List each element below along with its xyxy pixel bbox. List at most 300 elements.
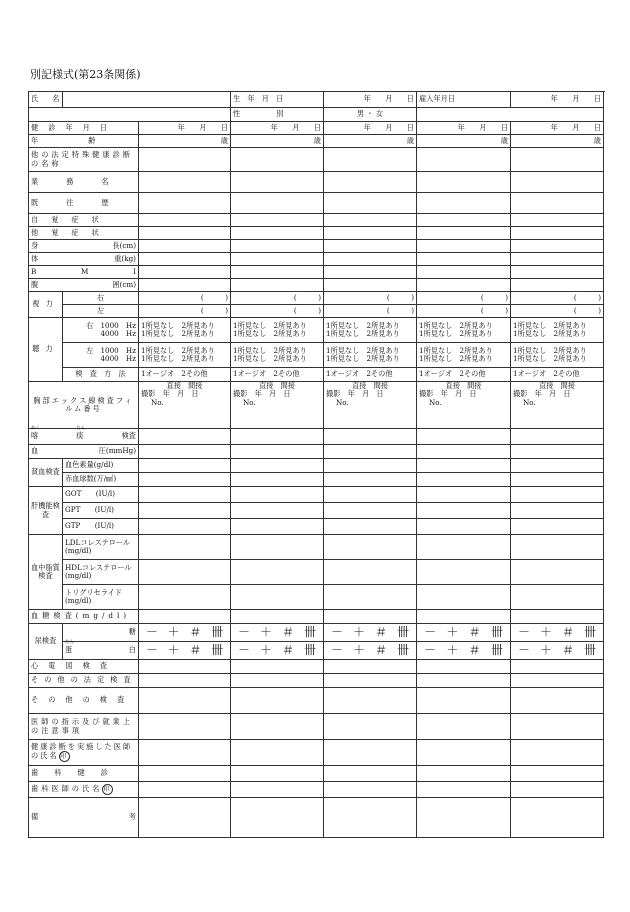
- form-row: [29, 740, 604, 766]
- other-exam-cell[interactable]: [231, 688, 324, 714]
- other-legal-cell[interactable]: [231, 674, 324, 688]
- bp-cell[interactable]: [511, 445, 604, 459]
- tg-cell[interactable]: [417, 585, 511, 610]
- xray-direct-indirect: 直接 間接: [539, 381, 575, 390]
- vision-left-cell[interactable]: [324, 305, 417, 318]
- doctor-instruction-cell[interactable]: [511, 714, 604, 740]
- bmi-cell[interactable]: [324, 266, 417, 279]
- blank-cell: [417, 108, 604, 122]
- weight-cell[interactable]: [511, 253, 604, 266]
- exam-date-cell[interactable]: [139, 122, 231, 135]
- urine-symbol: ＃: [189, 624, 202, 639]
- bmi-cell[interactable]: [417, 266, 511, 279]
- age-cell[interactable]: [324, 135, 417, 148]
- method-options: 1オージオ 2その他: [233, 369, 300, 379]
- got-cell[interactable]: [231, 487, 324, 503]
- dentist-name-cell[interactable]: [231, 782, 324, 798]
- urine-symbol: －: [237, 624, 250, 639]
- dental-cell[interactable]: [417, 766, 511, 782]
- symptom-cell[interactable]: [231, 214, 324, 227]
- waist-cell[interactable]: [511, 279, 604, 292]
- special-exam-cell[interactable]: [511, 148, 604, 172]
- age-cell[interactable]: [139, 135, 231, 148]
- height-cell[interactable]: [417, 240, 511, 253]
- urine-result-options: [513, 626, 601, 640]
- sex-field[interactable]: [324, 108, 417, 122]
- form-row: [29, 240, 604, 253]
- hemoglobin-cell[interactable]: [511, 459, 604, 473]
- height-cell[interactable]: [324, 240, 417, 253]
- glucose-cell[interactable]: [417, 610, 511, 624]
- urine-symbol: 卌: [211, 624, 224, 639]
- form-row: [29, 135, 604, 148]
- form-row: [29, 660, 604, 674]
- xray-shot-date: 撮影 年 月 日: [513, 389, 571, 399]
- hearing-right-cell[interactable]: [139, 318, 231, 343]
- dental-cell[interactable]: [511, 766, 604, 782]
- urine-label: 尿検査: [29, 624, 63, 660]
- got-cell[interactable]: [324, 487, 417, 503]
- dentist-name-cell[interactable]: [324, 782, 417, 798]
- height-label-a: 身: [31, 240, 39, 250]
- birth-date-placeholder: 年 月 日: [363, 94, 414, 104]
- hearing-left-cell[interactable]: [139, 343, 231, 368]
- urine-result-options: [141, 626, 228, 640]
- vision-right-cell[interactable]: [139, 292, 231, 305]
- gpt-cell[interactable]: [417, 503, 511, 519]
- occupation-cell[interactable]: [324, 172, 417, 193]
- exam-date-cell[interactable]: [324, 122, 417, 135]
- hdl-cell[interactable]: [511, 560, 604, 585]
- ldl-label: LDLコレステロール (mg/dl): [63, 535, 139, 560]
- finding-options: 1所見なし 2所見あり: [141, 345, 215, 355]
- protein-label: [63, 642, 139, 660]
- doctor-instruction-cell[interactable]: [324, 714, 417, 740]
- urine-symbol: －: [145, 624, 158, 639]
- urine-result-options: [513, 644, 601, 658]
- occupation-cell[interactable]: [511, 172, 604, 193]
- glucose-cell[interactable]: [231, 610, 324, 624]
- dental-cell[interactable]: [231, 766, 324, 782]
- vision-paren: ( ): [480, 305, 508, 315]
- form-row: [29, 503, 604, 519]
- hemoglobin-cell[interactable]: [139, 459, 231, 473]
- age-cell[interactable]: [417, 135, 511, 148]
- tg-cell[interactable]: [324, 585, 417, 610]
- vision-left-cell[interactable]: [511, 305, 604, 318]
- hdl-cell[interactable]: [231, 560, 324, 585]
- symptom-cell[interactable]: [324, 214, 417, 227]
- ecg-cell[interactable]: [231, 660, 324, 674]
- remarks-label: [29, 798, 139, 838]
- exam-date-placeholder: 年 月 日: [270, 122, 321, 132]
- xray-cell[interactable]: [417, 382, 511, 429]
- vision-paren: ( ): [573, 292, 601, 302]
- xray-cell[interactable]: [324, 382, 417, 429]
- glucose-cell[interactable]: [139, 610, 231, 624]
- ldl-cell[interactable]: [324, 535, 417, 560]
- xray-shot-date: 撮影 年 月 日: [326, 389, 384, 399]
- rbc-cell[interactable]: [139, 473, 231, 487]
- form-row: [29, 487, 604, 503]
- symptom-cell[interactable]: [324, 227, 417, 240]
- hearing-left-label-4000: 4000 Hz: [100, 354, 136, 363]
- urine-symbol: ＋: [259, 624, 272, 639]
- got-cell[interactable]: [139, 487, 231, 503]
- form-row: [29, 382, 604, 429]
- other-legal-cell[interactable]: [139, 674, 231, 688]
- got-cell[interactable]: [511, 487, 604, 503]
- symptom-cell[interactable]: [231, 227, 324, 240]
- xray-direct-indirect: 直接 間接: [166, 381, 203, 390]
- sputum-cell[interactable]: [324, 429, 417, 445]
- urine-symbol: －: [424, 642, 437, 657]
- form-row: [29, 266, 604, 279]
- bmi-cell[interactable]: [231, 266, 324, 279]
- height-label-b: 長(cm): [112, 240, 136, 250]
- form-row: [29, 429, 604, 445]
- waist-cell[interactable]: [231, 279, 324, 292]
- bp-label-b: 圧(mmHg): [98, 446, 136, 456]
- vision-left-cell[interactable]: [139, 305, 231, 318]
- other-exam-cell[interactable]: [324, 688, 417, 714]
- urine-symbol: 卌: [303, 642, 316, 657]
- finding-options: 1所見なし 2所見あり: [513, 329, 587, 338]
- dentist-name-cell[interactable]: [511, 782, 604, 798]
- symptom-cell[interactable]: [417, 214, 511, 227]
- doctor-name-cell[interactable]: [139, 740, 231, 766]
- sputum-cell[interactable]: [511, 429, 604, 445]
- finding-options: 1所見なし 2所見あり: [326, 320, 400, 330]
- hearing-label: 聴力: [29, 318, 63, 382]
- xray-shot-date: 撮影 年 月 日: [233, 389, 291, 399]
- occupation-cell[interactable]: [231, 172, 324, 193]
- waist-label-a: 腹: [31, 279, 39, 289]
- history-cell[interactable]: [511, 193, 604, 214]
- xray-number: No.: [151, 397, 164, 407]
- urine-symbol: ＋: [539, 624, 552, 639]
- other-exam-cell[interactable]: [139, 688, 231, 714]
- hearing-left-cell[interactable]: [231, 343, 324, 368]
- rbc-cell[interactable]: [511, 473, 604, 487]
- form-row: [29, 193, 604, 214]
- gpt-label: GPT (IU/l): [63, 503, 139, 519]
- hdl-cell[interactable]: [324, 560, 417, 585]
- vision-left-cell[interactable]: [231, 305, 324, 318]
- bmi-inner: [31, 268, 136, 276]
- bp-cell[interactable]: [324, 445, 417, 459]
- sugar-label: 糖: [63, 624, 139, 642]
- bmi-cell[interactable]: [511, 266, 604, 279]
- tg-cell[interactable]: [511, 585, 604, 610]
- vision-right-cell[interactable]: [511, 292, 604, 305]
- history-cell[interactable]: [139, 193, 231, 214]
- height-cell[interactable]: [511, 240, 604, 253]
- urine-symbol: ＃: [374, 642, 387, 657]
- other-exam-cell[interactable]: [417, 688, 511, 714]
- weight-cell[interactable]: [417, 253, 511, 266]
- urine-protein-cell[interactable]: [511, 642, 604, 660]
- hearing-left-cell[interactable]: [511, 343, 604, 368]
- remarks-cell[interactable]: [324, 798, 417, 838]
- waist-cell[interactable]: [417, 279, 511, 292]
- birth-label: 生 年 月 日: [233, 94, 284, 104]
- history-cell[interactable]: [324, 193, 417, 214]
- ecg-cell[interactable]: [324, 660, 417, 674]
- height-cell[interactable]: [139, 240, 231, 253]
- seal-mark: 印: [60, 753, 69, 761]
- gpt-cell[interactable]: [511, 503, 604, 519]
- urine-symbol: ＃: [281, 642, 294, 657]
- finding-options: 1所見なし 2所見あり: [141, 329, 215, 338]
- hire-field[interactable]: [511, 92, 604, 108]
- form-row: [29, 519, 604, 535]
- vision-left-label: 左: [63, 305, 139, 318]
- weight-cell[interactable]: [139, 253, 231, 266]
- exam-date-cell[interactable]: [417, 122, 511, 135]
- other-legal-cell[interactable]: [324, 674, 417, 688]
- bp-cell[interactable]: [417, 445, 511, 459]
- special-exam-cell[interactable]: [231, 148, 324, 172]
- ecg-cell[interactable]: [511, 660, 604, 674]
- urine-sugar-cell[interactable]: [231, 624, 324, 642]
- hdl-cell[interactable]: [139, 560, 231, 585]
- age-cell[interactable]: [511, 135, 604, 148]
- gpt-cell[interactable]: [231, 503, 324, 519]
- urine-result-options: [419, 644, 508, 658]
- hire-label-cell: [417, 92, 511, 108]
- dental-cell[interactable]: [324, 766, 417, 782]
- other-legal-cell[interactable]: [417, 674, 511, 688]
- urine-sugar-cell[interactable]: [511, 624, 604, 642]
- tg-cell[interactable]: [231, 585, 324, 610]
- xray-cell[interactable]: [139, 382, 231, 429]
- hemoglobin-cell[interactable]: [417, 459, 511, 473]
- xray-cell[interactable]: [231, 382, 324, 429]
- sputum-cell[interactable]: [139, 429, 231, 445]
- form-row: [29, 148, 604, 172]
- doctor-instruction-cell[interactable]: [417, 714, 511, 740]
- xray-number: No.: [429, 397, 442, 407]
- finding-options: 1所見なし 2所見あり: [513, 320, 587, 330]
- symptom-cell[interactable]: [139, 214, 231, 227]
- form-row: [29, 305, 604, 318]
- hearing-right-cell[interactable]: [324, 318, 417, 343]
- doctor-name-cell[interactable]: [417, 740, 511, 766]
- doctor-name-cell[interactable]: [231, 740, 324, 766]
- urine-sugar-cell[interactable]: [139, 624, 231, 642]
- hearing-right-label: [63, 318, 139, 343]
- form-row: [29, 445, 604, 459]
- gtp-cell[interactable]: [511, 519, 604, 535]
- urine-sugar-cell[interactable]: [324, 624, 417, 642]
- rbc-cell[interactable]: [231, 473, 324, 487]
- method-cell[interactable]: [417, 368, 511, 382]
- vision-right-cell[interactable]: [417, 292, 511, 305]
- weight-cell[interactable]: [324, 253, 417, 266]
- urine-sugar-cell[interactable]: [417, 624, 511, 642]
- ldl-cell[interactable]: [139, 535, 231, 560]
- anemia-label: 貧血検査: [29, 459, 63, 487]
- rbc-cell[interactable]: [417, 473, 511, 487]
- birth-field[interactable]: [324, 92, 417, 108]
- occupation-cell[interactable]: [417, 172, 511, 193]
- exam-date-cell[interactable]: [231, 122, 324, 135]
- urine-symbol: ＃: [561, 642, 574, 657]
- weight-cell[interactable]: [231, 253, 324, 266]
- height-cell[interactable]: [231, 240, 324, 253]
- method-cell[interactable]: [511, 368, 604, 382]
- gpt-cell[interactable]: [324, 503, 417, 519]
- liver-label: 肝機能検査: [29, 487, 63, 535]
- subjective-label: 自覚症状: [29, 214, 139, 227]
- doctor-name-cell[interactable]: [324, 740, 417, 766]
- special-exam-cell[interactable]: [417, 148, 511, 172]
- ldl-cell[interactable]: [231, 535, 324, 560]
- finding-options: 1所見なし 2所見あり: [326, 354, 400, 363]
- finding-options: 1所見なし 2所見あり: [233, 354, 307, 363]
- remarks-cell[interactable]: [417, 798, 511, 838]
- urine-protein-cell[interactable]: [417, 642, 511, 660]
- history-cell[interactable]: [231, 193, 324, 214]
- other-exam-cell[interactable]: [511, 688, 604, 714]
- remarks-cell[interactable]: [139, 798, 231, 838]
- hearing-right-cell[interactable]: [231, 318, 324, 343]
- form-row: [29, 214, 604, 227]
- health-exam-form: [28, 91, 604, 838]
- bmi-cell[interactable]: [139, 266, 231, 279]
- glucose-cell[interactable]: [324, 610, 417, 624]
- vision-left-cell[interactable]: [417, 305, 511, 318]
- urine-protein-cell[interactable]: [231, 642, 324, 660]
- sputum-kanji-2: 痰: [76, 431, 84, 441]
- doctor-name-cell[interactable]: [511, 740, 604, 766]
- special-exam-cell[interactable]: [324, 148, 417, 172]
- form-row: [29, 108, 604, 122]
- xray-shot-date: 撮影 年 月 日: [141, 389, 199, 399]
- hdl-cell[interactable]: [417, 560, 511, 585]
- hemoglobin-cell[interactable]: [324, 459, 417, 473]
- waist-cell[interactable]: [139, 279, 231, 292]
- method-cell[interactable]: [231, 368, 324, 382]
- urine-protein-cell[interactable]: [324, 642, 417, 660]
- hearing-left-cell[interactable]: [417, 343, 511, 368]
- form-row: [29, 714, 604, 740]
- hearing-right-cell[interactable]: [511, 318, 604, 343]
- urine-symbol: 卌: [303, 624, 316, 639]
- bmi-i: I: [133, 266, 136, 276]
- age-unit: 歳: [500, 135, 508, 145]
- symptom-cell[interactable]: [511, 214, 604, 227]
- symptom-cell[interactable]: [511, 227, 604, 240]
- urine-symbol: －: [517, 642, 530, 657]
- exam-date-placeholder: 年 月 日: [177, 122, 228, 132]
- bp-cell[interactable]: [231, 445, 324, 459]
- ecg-cell[interactable]: [139, 660, 231, 674]
- bp-cell[interactable]: [139, 445, 231, 459]
- urine-protein-cell[interactable]: [139, 642, 231, 660]
- bp-label-a: 血: [31, 446, 39, 456]
- ldl-cell[interactable]: [417, 535, 511, 560]
- gtp-cell[interactable]: [139, 519, 231, 535]
- protein-char: [65, 640, 74, 655]
- hearing-left-label: [63, 343, 139, 368]
- gtp-cell[interactable]: [417, 519, 511, 535]
- xray-number: No.: [243, 397, 256, 407]
- remarks-cell[interactable]: [511, 798, 604, 838]
- finding-options: 1所見なし 2所見あり: [419, 329, 493, 338]
- vision-paren: ( ): [386, 292, 414, 302]
- method-cell[interactable]: [139, 368, 231, 382]
- finding-options: 1所見なし 2所見あり: [141, 320, 215, 330]
- exam-date-cell[interactable]: [511, 122, 604, 135]
- hemoglobin-cell[interactable]: [231, 459, 324, 473]
- method-cell[interactable]: [324, 368, 417, 382]
- got-label: GOT (IU/l): [63, 487, 139, 503]
- dental-cell[interactable]: [139, 766, 231, 782]
- age-cell[interactable]: [231, 135, 324, 148]
- form-row: [29, 343, 604, 368]
- waist-cell[interactable]: [324, 279, 417, 292]
- name-field[interactable]: [63, 92, 231, 108]
- gpt-cell[interactable]: [139, 503, 231, 519]
- history-cell[interactable]: [417, 193, 511, 214]
- form-row: [29, 766, 604, 782]
- weight-label: [29, 253, 139, 266]
- hemoglobin-label: 血色素量(g/dl): [63, 459, 139, 473]
- got-cell[interactable]: [417, 487, 511, 503]
- vision-right-cell[interactable]: [324, 292, 417, 305]
- remarks-cell[interactable]: [231, 798, 324, 838]
- sputum-cell[interactable]: [231, 429, 324, 445]
- gtp-cell[interactable]: [231, 519, 324, 535]
- urine-symbol: 卌: [583, 624, 596, 639]
- urine-result-options: [141, 644, 228, 658]
- tg-cell[interactable]: [139, 585, 231, 610]
- rbc-cell[interactable]: [324, 473, 417, 487]
- symptom-cell[interactable]: [139, 227, 231, 240]
- glucose-label: 血糖検査(mg/dl): [29, 610, 139, 624]
- remarks-char-1: 備: [31, 812, 39, 822]
- doctor-instruction-cell[interactable]: [139, 714, 231, 740]
- urine-result-options: [233, 626, 321, 640]
- dentist-name-cell[interactable]: [417, 782, 511, 798]
- xray-cell[interactable]: [511, 382, 604, 429]
- form-row: [29, 585, 604, 610]
- hdl-label: HDLコレステロール (mg/dl): [63, 560, 139, 585]
- vision-right-cell[interactable]: [231, 292, 324, 305]
- weight-label-a: 体: [31, 253, 39, 263]
- doctor-instruction-cell[interactable]: [231, 714, 324, 740]
- glucose-cell[interactable]: [511, 610, 604, 624]
- bmi-m: M: [81, 266, 89, 276]
- vision-paren: ( ): [200, 292, 228, 302]
- other-legal-cell[interactable]: [511, 674, 604, 688]
- sputum-cell[interactable]: [417, 429, 511, 445]
- hearing-left-cell[interactable]: [324, 343, 417, 368]
- occupation-cell[interactable]: [139, 172, 231, 193]
- dentist-name-cell[interactable]: [139, 782, 231, 798]
- ecg-cell[interactable]: [417, 660, 511, 674]
- ldl-cell[interactable]: [511, 535, 604, 560]
- special-exam-cell[interactable]: [139, 148, 231, 172]
- urine-symbol: 卌: [583, 642, 596, 657]
- gtp-cell[interactable]: [324, 519, 417, 535]
- finding-options: 1所見なし 2所見あり: [141, 354, 215, 363]
- exam-date-placeholder: 年 月 日: [550, 122, 601, 132]
- hearing-right-cell[interactable]: [417, 318, 511, 343]
- symptom-cell[interactable]: [417, 227, 511, 240]
